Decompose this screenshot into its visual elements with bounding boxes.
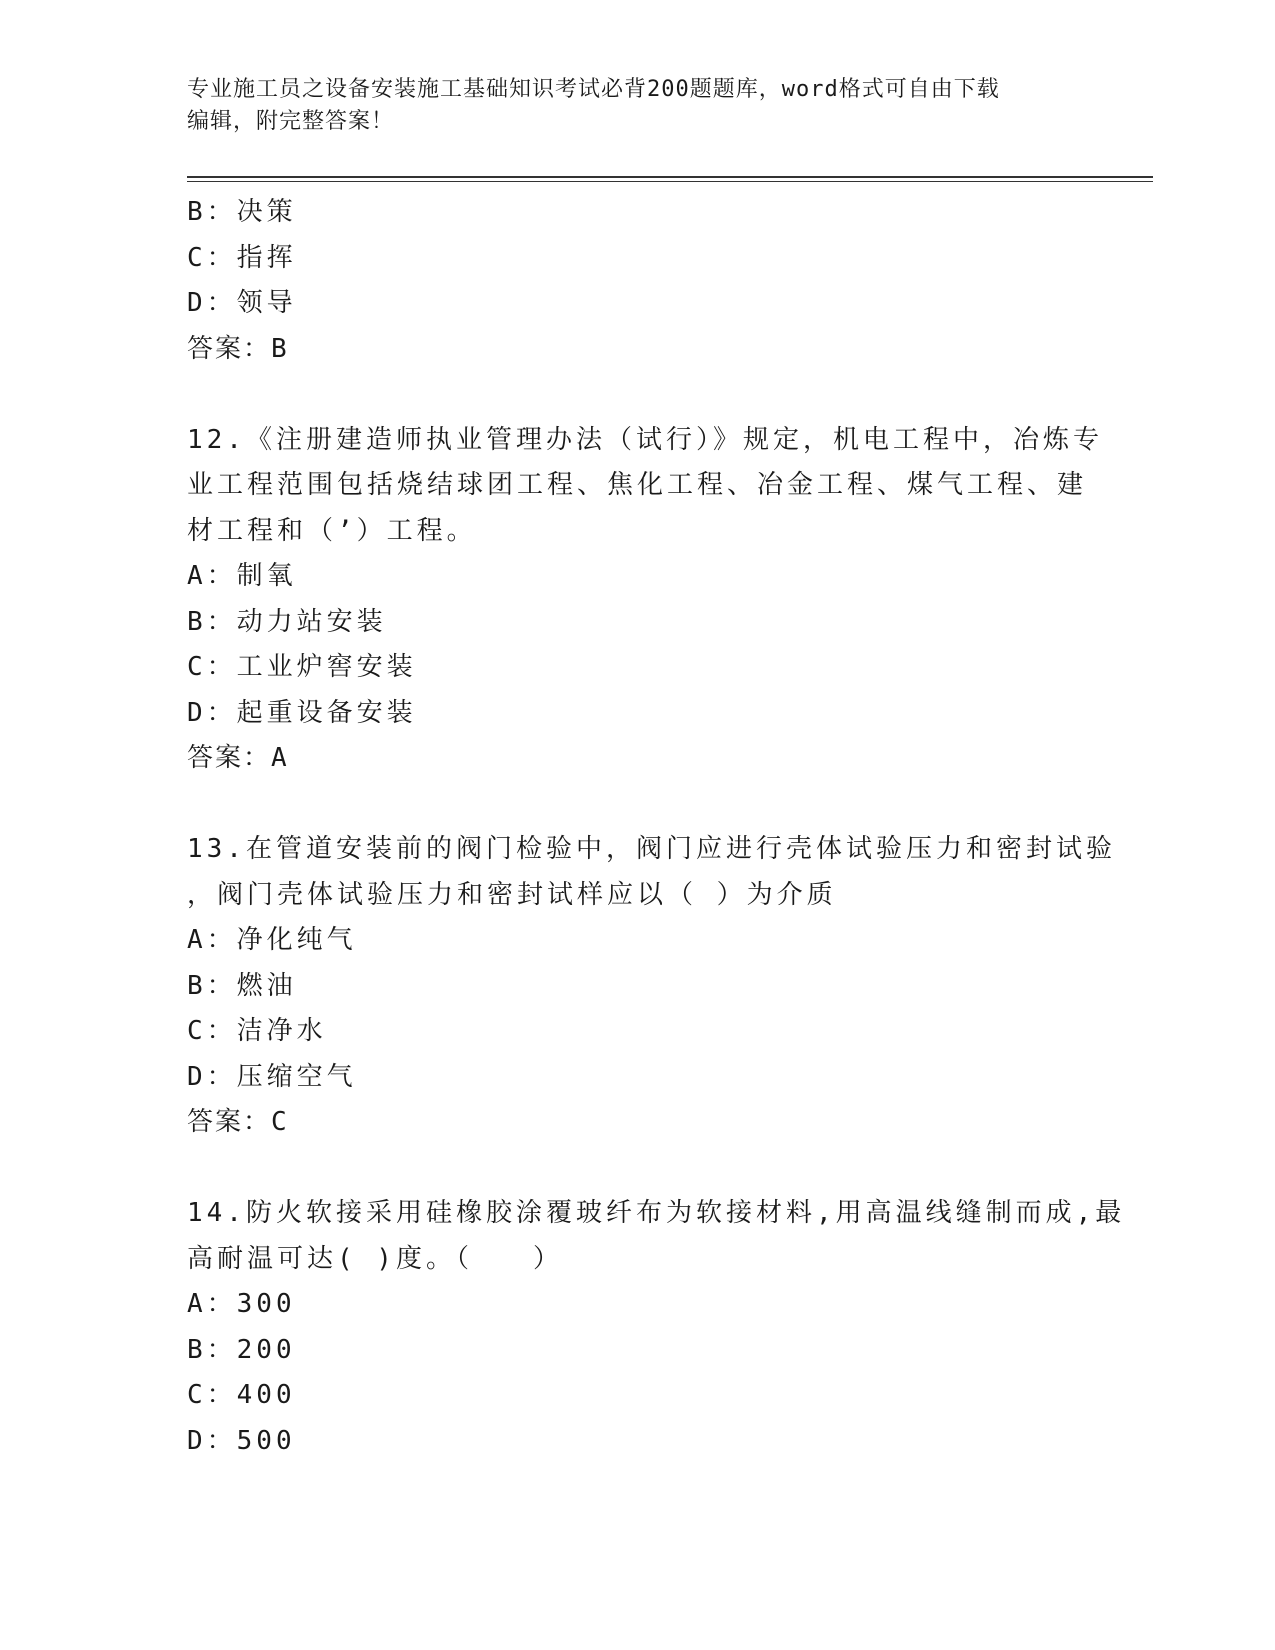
option-d: D：领导 [187, 288, 297, 318]
prev-question [187, 190, 1087, 372]
option-d: D：压缩空气 [187, 1061, 357, 1092]
option-d: D：起重设备安装 [187, 697, 417, 728]
header-divider [187, 176, 1153, 182]
spacer [187, 1146, 1087, 1192]
option-b: B：200 [187, 1334, 296, 1365]
option-b: B：动力站安装 [187, 606, 387, 637]
option-a: A：制氧 [187, 561, 297, 591]
header-line-2: 编辑，附完整答案！ [187, 109, 395, 134]
answer-line: 答案：C [187, 1107, 289, 1137]
answer-line: 答案：A [187, 743, 289, 773]
option-c: C：指挥 [187, 242, 297, 273]
question-12 [187, 418, 1103, 782]
option-c: C：洁净水 [187, 1016, 327, 1046]
question-text-line: 13.在管道安装前的阀门检验中，阀门应进行壳体试验压力和密封试验 [187, 834, 1116, 864]
spacer [187, 782, 1087, 828]
spacer [187, 372, 1087, 418]
header-line-1: 专业施工员之设备安装施工基础知识考试必背200题题库，word格式可自由下载 [187, 77, 1000, 102]
question-text-line: ，阀门壳体试验压力和密封试样应以（ ）为介质 [187, 879, 837, 910]
page-header [187, 74, 1087, 138]
question-text-line: 业工程范围包括烧结球团工程、焦化工程、冶金工程、煤气工程、建 [187, 470, 1088, 500]
question-text-line: 14.防火软接采用硅橡胶涂覆玻纤布为软接材料,用高温线缝制而成,最 [187, 1198, 1126, 1228]
option-b: B：燃油 [187, 970, 297, 1001]
question-14 [187, 1191, 1126, 1464]
option-c: C：400 [187, 1380, 296, 1410]
question-13 [187, 827, 1116, 1146]
option-d: D：500 [187, 1425, 296, 1456]
question-text-line: 材工程和（’）工程。 [187, 515, 477, 546]
option-a: A：净化纯气 [187, 925, 357, 955]
question-text-line: 高耐温可达( )度。（ ） [187, 1243, 563, 1274]
question-text-line: 12.《注册建造师执业管理办法（试行）》规定，机电工程中，冶炼专 [187, 424, 1103, 455]
option-c: C：工业炉窖安装 [187, 652, 417, 682]
answer-line: 答案：B [187, 333, 289, 364]
question-content [187, 190, 1126, 1464]
option-a: A：300 [187, 1289, 296, 1319]
option-b: B：决策 [187, 197, 297, 227]
